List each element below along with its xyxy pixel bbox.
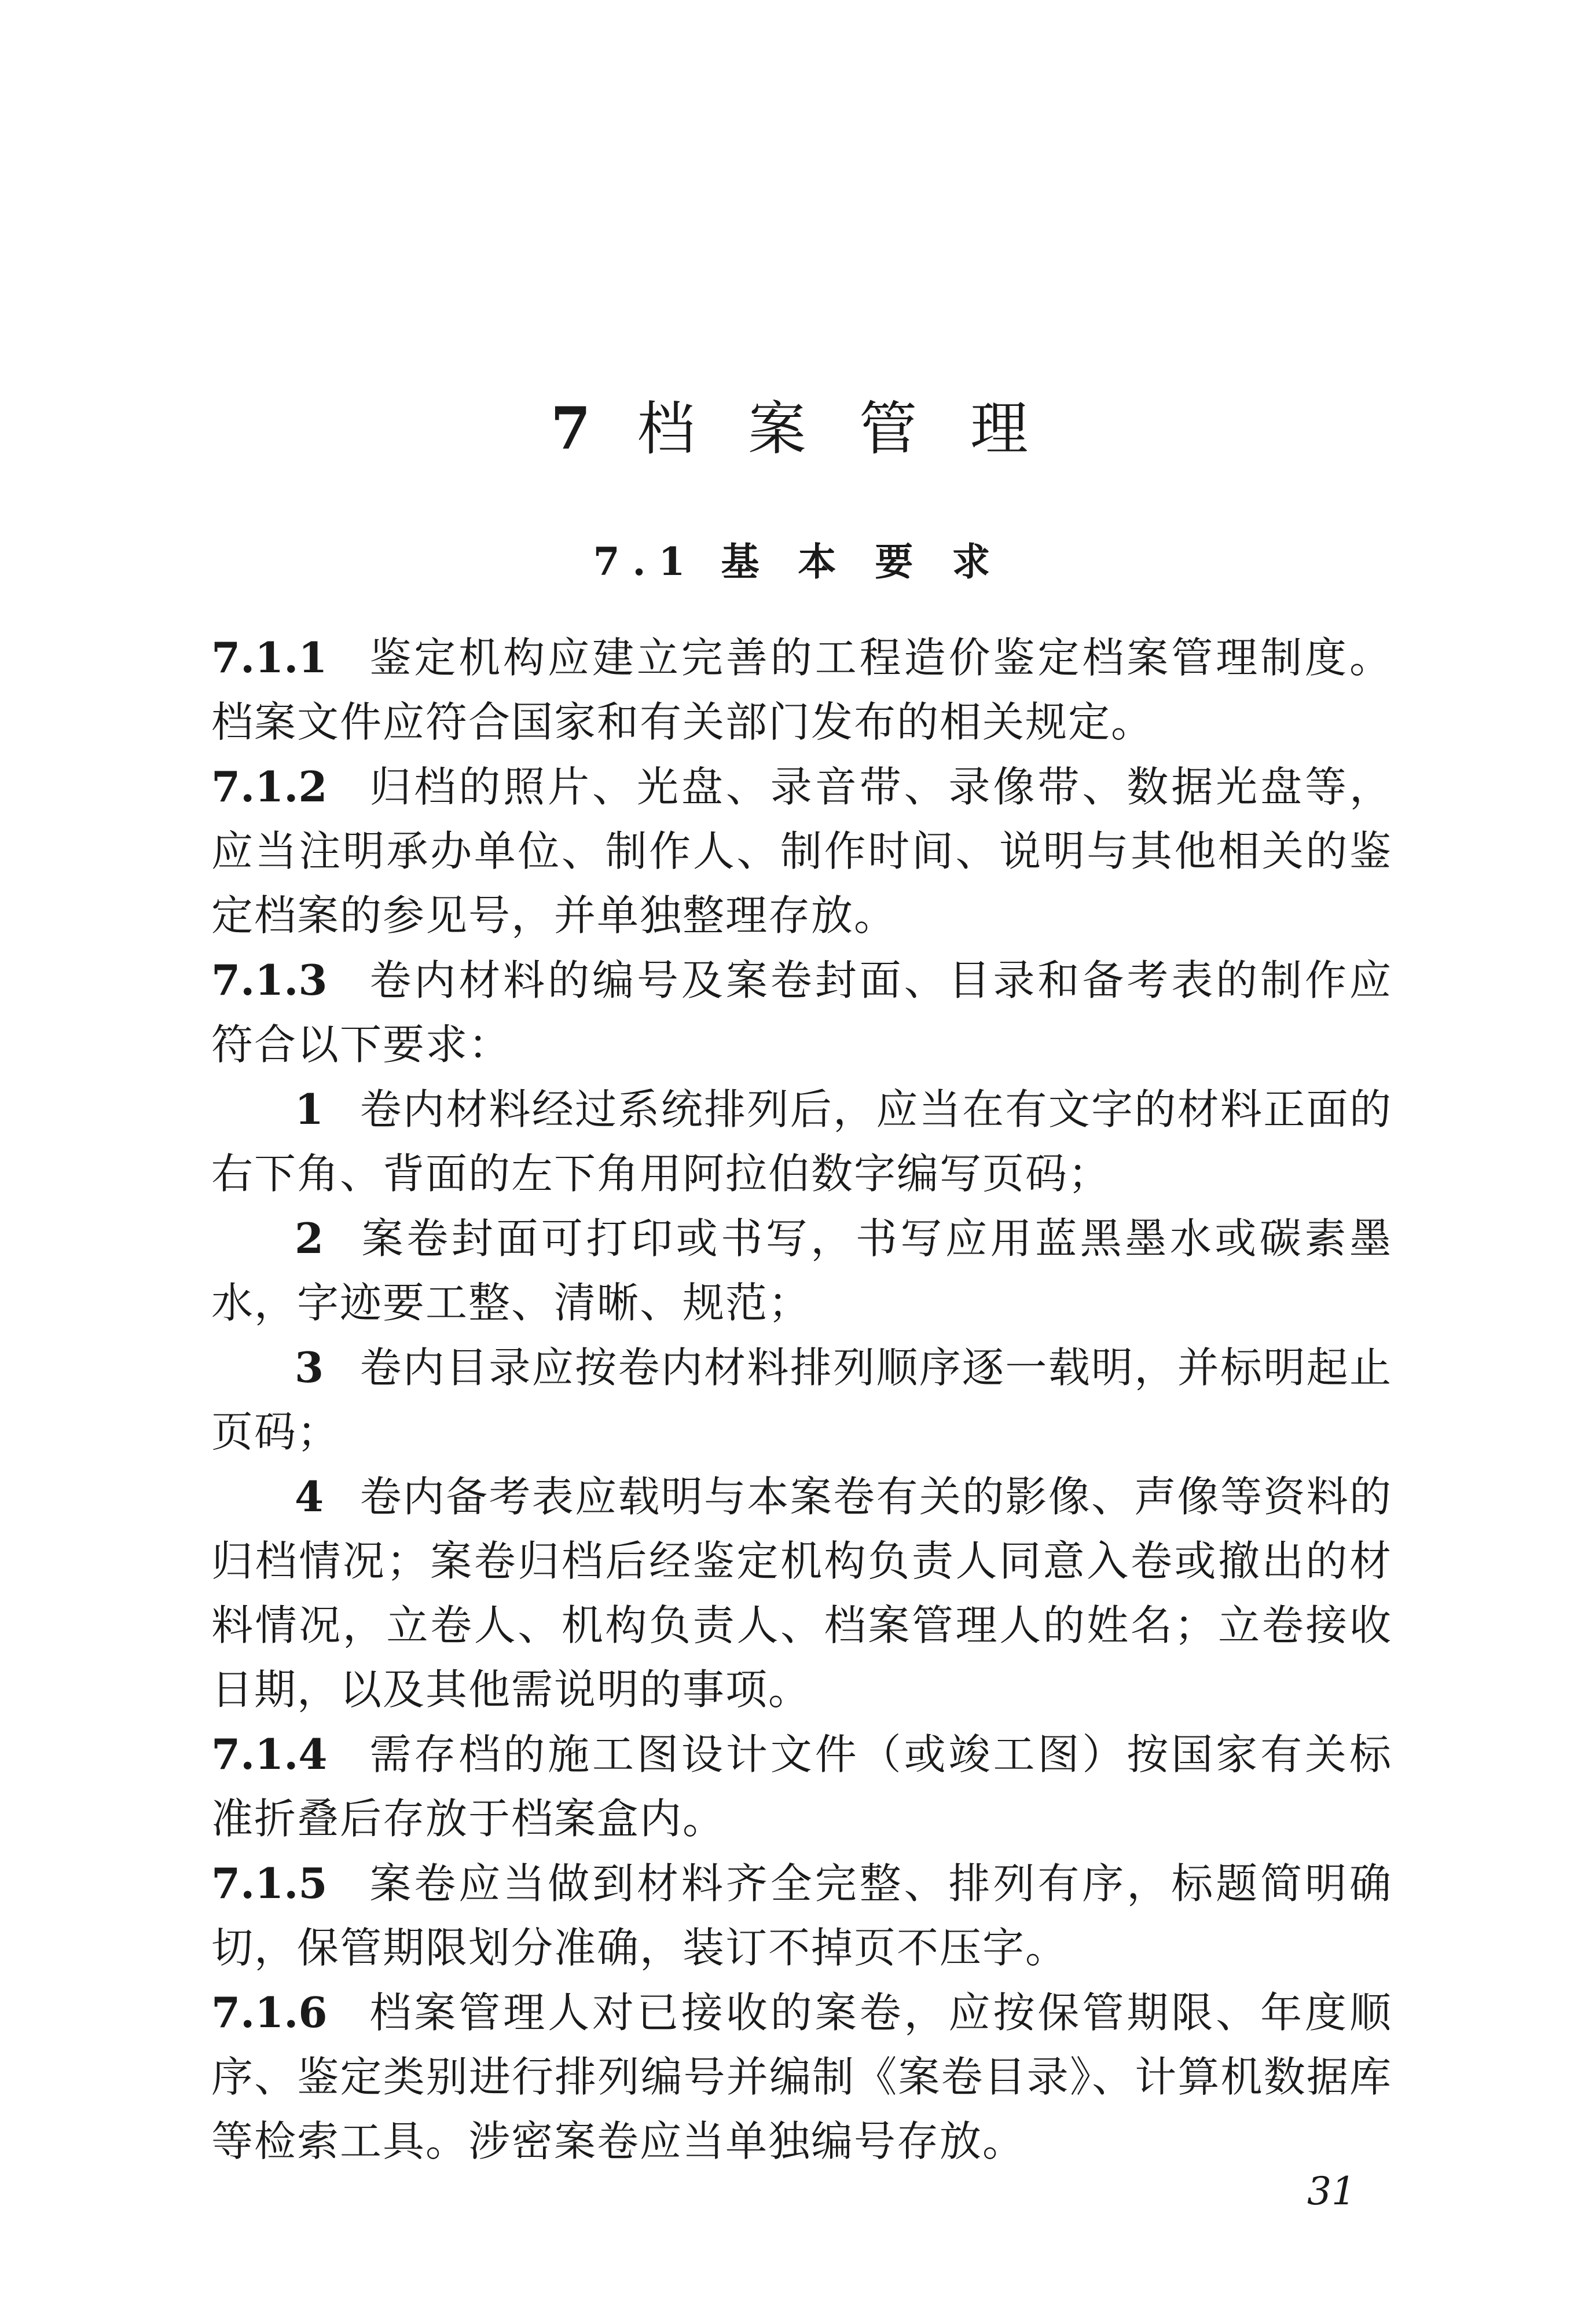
chapter-title-text: 档 案 管 理 <box>637 395 1045 463</box>
clause-number: 7.1.5 <box>211 1859 328 1908</box>
item-text: 卷内目录应按卷内材料排列顺序逐一载明，并标明起止页码； <box>211 1343 1392 1456</box>
item-number: 1 <box>295 1084 325 1134</box>
section-body <box>211 625 1392 2174</box>
clause-7-1-3-item-3 <box>211 1335 1392 1464</box>
page-number: 31 <box>1307 2169 1356 2214</box>
clause-7-1-3-item-2 <box>211 1206 1392 1335</box>
chapter-number: 7 <box>551 394 608 463</box>
clause-number: 7.1.1 <box>211 633 328 682</box>
clause-7-1-6 <box>211 1980 1392 2174</box>
clause-7-1-4 <box>211 1722 1392 1851</box>
item-number: 3 <box>295 1343 325 1392</box>
clause-number: 7.1.3 <box>211 955 328 1005</box>
clause-text: 需存档的施工图设计文件（或竣工图）按国家有关标准折叠后存放于档案盒内。 <box>211 1730 1392 1843</box>
clause-number: 7.1.2 <box>211 762 328 811</box>
section-title-text: 基 本 要 求 <box>721 539 1003 584</box>
clause-number: 7.1.6 <box>211 1988 328 2037</box>
section-number: 7.1 <box>593 539 698 584</box>
item-number: 2 <box>295 1214 325 1263</box>
chapter-title <box>0 388 1596 470</box>
clause-7-1-3-item-4 <box>211 1464 1392 1722</box>
clause-7-1-3 <box>211 948 1392 1077</box>
item-text: 卷内材料经过系统排列后，应当在有文字的材料正面的右下角、背面的左下角用阿拉伯数字编写页码； <box>211 1085 1392 1198</box>
section-title <box>0 533 1596 591</box>
clause-number: 7.1.4 <box>211 1730 328 1779</box>
clause-text: 案卷应当做到材料齐全完整、排列有序，标题简明确切，保管期限划分准确，装订不掉页不压字。 <box>211 1859 1392 1972</box>
clause-text: 卷内材料的编号及案卷封面、目录和备考表的制作应符合以下要求： <box>211 956 1392 1069</box>
item-number: 4 <box>295 1472 325 1521</box>
clause-text: 归档的照片、光盘、录音带、录像带、数据光盘等，应当注明承办单位、制作人、制作时间、说明与其他相关的鉴定档案的参见号，并单独整理存放。 <box>211 763 1392 940</box>
clause-text: 档案管理人对已接收的案卷，应按保管期限、年度顺序、鉴定类别进行排列编号并编制《案卷目录》、计算机数据库等检索工具。涉密案卷应当单独编号存放。 <box>211 1988 1392 2166</box>
item-text: 案卷封面可打印或书写，书写应用蓝黑墨水或碳素墨水，字迹要工整、清晰、规范； <box>211 1214 1392 1327</box>
clause-text: 鉴定机构应建立完善的工程造价鉴定档案管理制度。档案文件应符合国家和有关部门发布的相关规定。 <box>211 633 1392 746</box>
clause-7-1-5 <box>211 1851 1392 1980</box>
clause-7-1-3-item-1 <box>211 1077 1392 1206</box>
clause-7-1-1 <box>211 625 1392 754</box>
clause-7-1-2 <box>211 754 1392 948</box>
item-text: 卷内备考表应载明与本案卷有关的影像、声像等资料的归档情况；案卷归档后经鉴定机构负责人同意入卷或撤出的材料情况，立卷人、机构负责人、档案管理人的姓名；立卷接收日期，以及其他需说明的事项。 <box>211 1472 1392 1714</box>
